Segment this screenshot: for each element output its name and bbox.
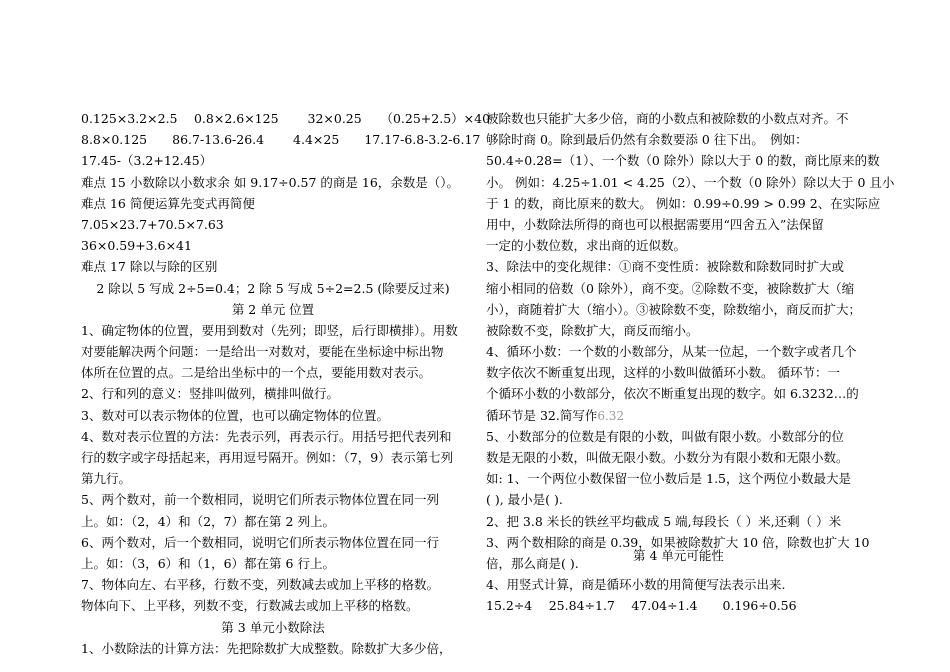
text-line: 50.4÷0.28=（1）、一个数（0 除外）除以大于 0 的数，商比原来的数 — [486, 153, 880, 169]
text-line: 物体向下、上平移，列数不变，行数减去或加上平移的格数。 — [81, 598, 419, 614]
text-line: 2 除以 5 写成 2÷5=0.4；2 除 5 写成 5÷2=2.5 (除要反过来) — [96, 280, 450, 296]
text-line: 如: 1、一个两位小数保留一位小数后是 1.5，这个两位小数最大是 — [486, 471, 851, 487]
text-line: 4、循环小数：一个数的小数部分，从某一位起，一个数字或者几个 — [486, 344, 857, 360]
text-line: 17.45-（3.2+12.45） — [81, 153, 213, 169]
text-line: 1、小数除法的计算方法：先把除数扩大成整数。除数扩大多少倍， — [81, 640, 452, 656]
text-line: 难点 16 简便运算先变式再简便 — [81, 195, 255, 211]
text-line: 于 1 的数，商比原来的数大。 例如：0.99÷0.99 > 0.99 2、在实际应 — [486, 195, 881, 211]
text-line: 15.2÷4 25.84÷1.7 47.04÷1.4 0.196÷0.56 — [486, 598, 797, 614]
text-line: 倍，那么商是( ). — [486, 555, 579, 571]
text-line: 行的数字或字母括起来，再用逗号隔开。例如：（7，9）表示第七列 — [81, 450, 454, 465]
text-line: 5、两个数对，前一个数相同，说明它们所表示物体位置在同一列 — [81, 492, 439, 508]
text-line: 7、物体向左、右平移，行数不变，列数减去或加上平移的格数。 — [81, 577, 439, 593]
text-line: 缩小相同的倍数（0 除外），商不变。②除数不变，被除数扩大（缩 — [486, 280, 855, 296]
text-line: 上。如：（2，4）和（2，7）都在第 2 列上。 — [81, 513, 335, 529]
text-line: 数是无限的小数，叫做无限小数。小数分为有限小数和无限小数。 — [486, 450, 849, 465]
text-line: 用中，小数除法所得的商也可以根据需要用“四舍五入”法保留 — [486, 216, 824, 232]
text-line: 一定的小数位数，求出商的近似数。 — [486, 238, 687, 254]
text-line: 2、行和列的意义：竖排叫做列，横排叫做行。 — [81, 386, 339, 402]
text-line — [486, 405, 874, 426]
text-line: 8.8×0.125 86.7-13.6-26.4 4.4×25 17.17-6.8-3.2-6.17 — [81, 132, 481, 148]
text-line: 4、数对表示位置的方法：先表示列，再表示行。用括号把代表列和 — [81, 428, 452, 444]
text-line: 个循环小数的小数部分，依次不断重复出现的数字。如 6.3232…的 — [486, 386, 859, 402]
text-line: ( ), 最小是( ). — [486, 492, 563, 508]
text-line: 3、数对可以表示物体的位置，也可以确定物体的位置。 — [81, 407, 389, 423]
text-line: 7.05×23.7+70.5×7.63 — [81, 216, 224, 232]
text-line: 1、确定物体的位置，要用到数对（先列；即竖，后行即横排）。用数 — [81, 322, 458, 338]
text-line: 0.125×3.2×2.5 0.8×2.6×125 32×0.25 （0.25+2.5）×40 — [81, 111, 491, 126]
text-line: 2、把 3.8 米长的铁丝平均截成 5 端,每段长（ ）米,还剩（ ）米 — [486, 513, 842, 529]
text-line: 3、两个数相除的商是 0.39，如果被除数扩大 10 倍，除数也扩大 10 — [486, 534, 870, 550]
unit4-heading: 第 4 单元可能性 — [633, 548, 724, 563]
section-heading: 第 3 单元小数除法 — [221, 619, 325, 635]
text-line: 4、用竖式计算，商是循环小数的用简便写法表示出来. — [486, 577, 786, 593]
text-line: 难点 15 小数除以小数求余 如 9.17÷0.57 的商是 16，余数是（）。 — [81, 174, 460, 190]
left-column — [81, 108, 491, 659]
text-line: 被除数也只能扩大多少倍，商的小数点和被除数的小数点对齐。不 — [486, 111, 849, 126]
text-line: 3、除法中的变化规律：①商不变性质：被除数和除数同时扩大或 — [486, 259, 844, 275]
text-line: 难点 17 除以与除的区别 — [81, 259, 218, 275]
text-line: 数字依次不断重复出现，这样的小数叫做循环小数。 循环节：一 — [486, 365, 840, 381]
text-line: 够除时商 0。除到最后仍然有余数要添 0 往下出。 例如： — [486, 132, 808, 148]
text-line: 第九行。 — [81, 471, 132, 487]
right-column — [486, 108, 895, 617]
text-line: 上。如：（3，6）和（1，6）都在第 6 行上。 — [81, 555, 335, 571]
text-line: 被除数不变，除数扩大，商反而缩小。 — [486, 322, 699, 338]
text-line: 5、小数部分的位数是有限的小数，叫做有限小数。小数部分的位 — [486, 428, 844, 444]
text-line: 对要能解决两个问题：一是给出一对数对，要能在坐标途中标出物 — [81, 344, 444, 360]
text-line: 体所在位置的点。二是给出坐标中的一个点，要能用数对表示。 — [81, 365, 432, 381]
text-line: 6、两个数对，后一个数相同，说明它们所表示物体位置在同一行 — [81, 534, 439, 550]
text-line: 小），商随着扩大（缩小）。③被除数不变，除数缩小，商反而扩大； — [486, 301, 862, 317]
text-line: 36×0.59+3.6×41 — [81, 238, 192, 254]
recurring-notation: 6.32 — [597, 408, 625, 423]
text-fragment: 循环节是 32.简写作 — [486, 407, 598, 423]
section-heading: 第 2 单元 位置 — [231, 301, 315, 317]
text-line: 小。 例如：4.25÷1.01 < 4.25（2）、一个数（0 除外）除以大于 0 且小 — [486, 174, 895, 190]
